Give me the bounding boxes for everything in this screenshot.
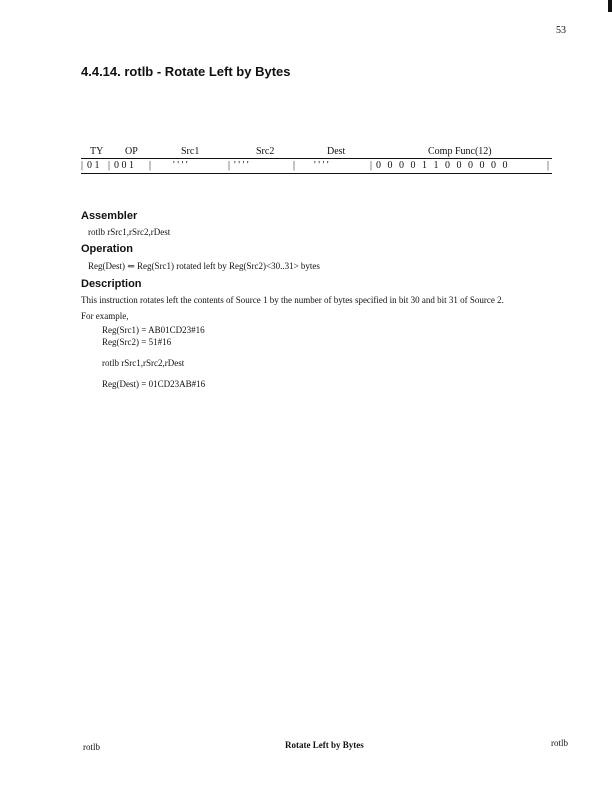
assembler-syntax: rotlb rSrc1,rSrc2,rDest [88, 227, 171, 237]
example-intro: For example, [81, 311, 129, 321]
example-result: Reg(Dest) = 01CD23AB#16 [102, 379, 206, 389]
field-label-src1: Src1 [181, 146, 200, 157]
bits-comp-func: 0 0 0 0 1 1 0 0 0 0 0 0 [376, 160, 508, 171]
page-number: 53 [556, 25, 566, 36]
description-heading: Description [81, 278, 142, 290]
field-label-op: OP [125, 146, 138, 157]
bits-divider: | [228, 160, 231, 171]
bits-src2: ' ' ' ' [234, 160, 249, 171]
bits-divider: | [370, 160, 373, 171]
bits-op: 0 0 1 [114, 160, 134, 171]
footer-left: rotlb [83, 742, 100, 752]
example-instruction: rotlb rSrc1,rSrc2,rDest [102, 358, 185, 368]
field-label-src2: Src2 [256, 146, 275, 157]
example-src1: Reg(Src1) = AB01CD23#16 [102, 325, 205, 335]
bits-divider: | [81, 160, 84, 171]
assembler-heading: Assembler [81, 210, 138, 222]
footer-center: Rotate Left by Bytes [285, 740, 364, 750]
operation-heading: Operation [81, 243, 133, 255]
bits-divider: | [108, 160, 111, 171]
operation-text: Reg(Dest) ⇐ Reg(Src1) rotated left by Reg(Src2)<30..31> bytes [88, 261, 320, 271]
example-src2: Reg(Src2) = 51#16 [102, 337, 172, 347]
bits-src1: ' ' ' ' [173, 160, 188, 171]
bits-dest: ' ' ' ' [314, 160, 329, 171]
scan-edge-mark [608, 0, 612, 12]
section-title: 4.4.14. rotlb - Rotate Left by Bytes [81, 64, 291, 79]
bits-divider: | [149, 160, 152, 171]
footer-right: rotlb [551, 738, 568, 748]
bits-divider: | [293, 160, 296, 171]
field-label-comp-func: Comp Func(12) [428, 146, 492, 157]
bits-ty: 0 1 [87, 160, 100, 171]
description-text: This instruction rotates left the contents of Source 1 by the number of bytes specified in bit 30 and bit 31 of Source 2. [81, 295, 504, 305]
field-label-rule [81, 158, 552, 159]
bit-pattern-rule [81, 173, 552, 174]
field-label-ty: TY [90, 146, 104, 157]
field-label-dest: Dest [327, 146, 346, 157]
bits-divider: | [547, 160, 550, 171]
